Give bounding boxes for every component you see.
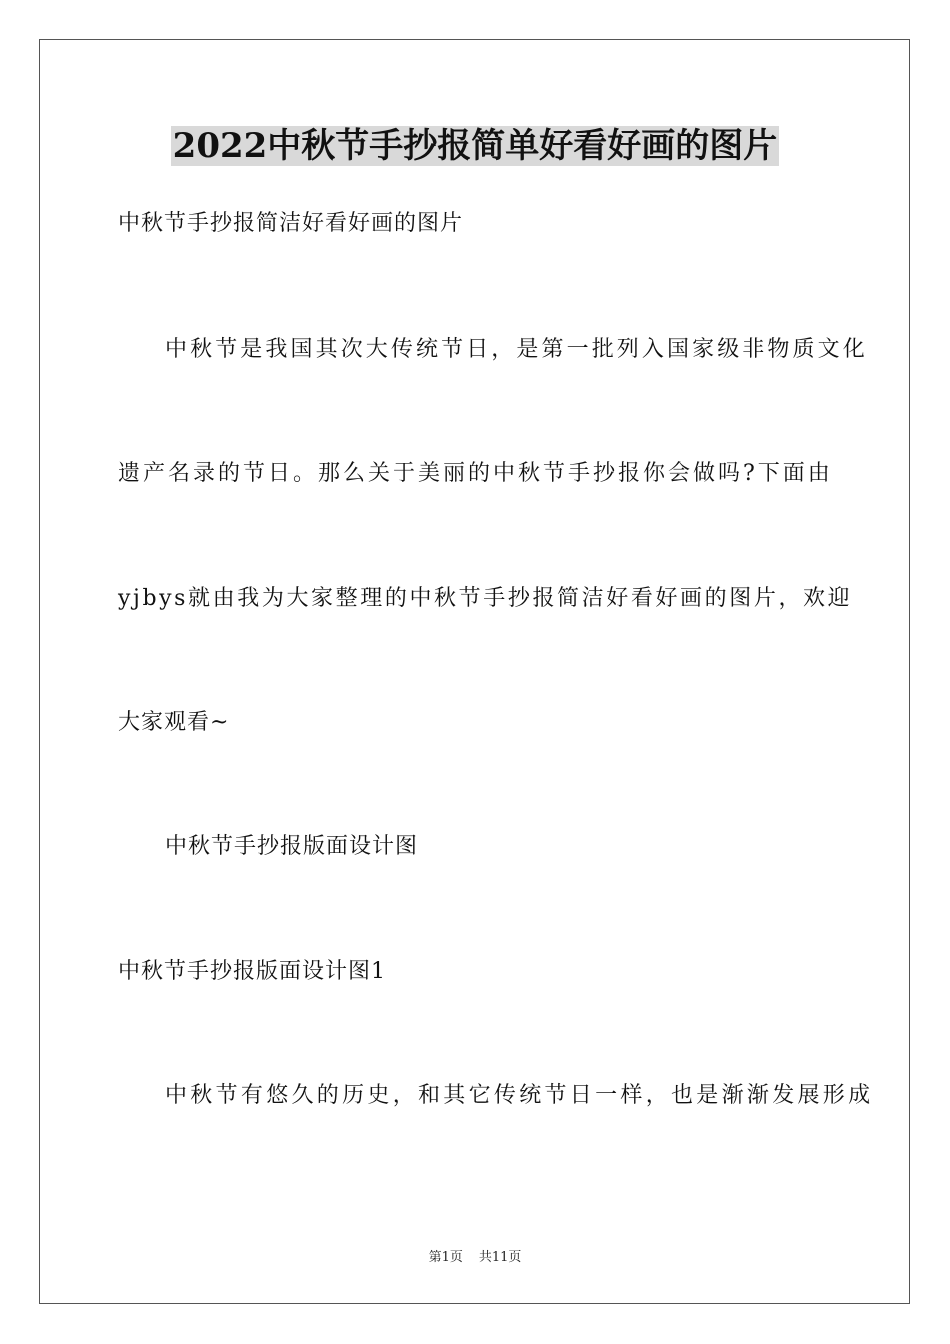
subtitle-line: 中秋节手抄报简洁好看好画的图片: [118, 211, 464, 236]
paragraph-line: 中秋节有悠久的历史，和其它传统节日一样，也是渐渐发展形成: [165, 1083, 874, 1108]
page-footer: [0, 1249, 950, 1267]
paragraph-line: 大家观看~: [118, 710, 230, 735]
paragraph-line: 遗产名录的节日。那么关于美丽的中秋节手抄报你会做吗?下面由: [118, 461, 833, 486]
figure-label: 中秋节手抄报版面设计图1: [118, 959, 386, 984]
page-number: 第1页: [428, 1250, 463, 1265]
paragraph-line: 中秋节是我国其次大传统节日，是第一批列入国家级非物质文化: [165, 337, 868, 362]
title-text: 2022中秋节手抄报简单好看好画的图片: [172, 126, 778, 166]
section-heading: 中秋节手抄报版面设计图: [165, 834, 419, 859]
paragraph-line: yjbys就由我为大家整理的中秋节手抄报简洁好看好画的图片，欢迎: [118, 586, 853, 611]
page-total: 共11页: [478, 1250, 522, 1265]
document-title: [0, 122, 950, 170]
